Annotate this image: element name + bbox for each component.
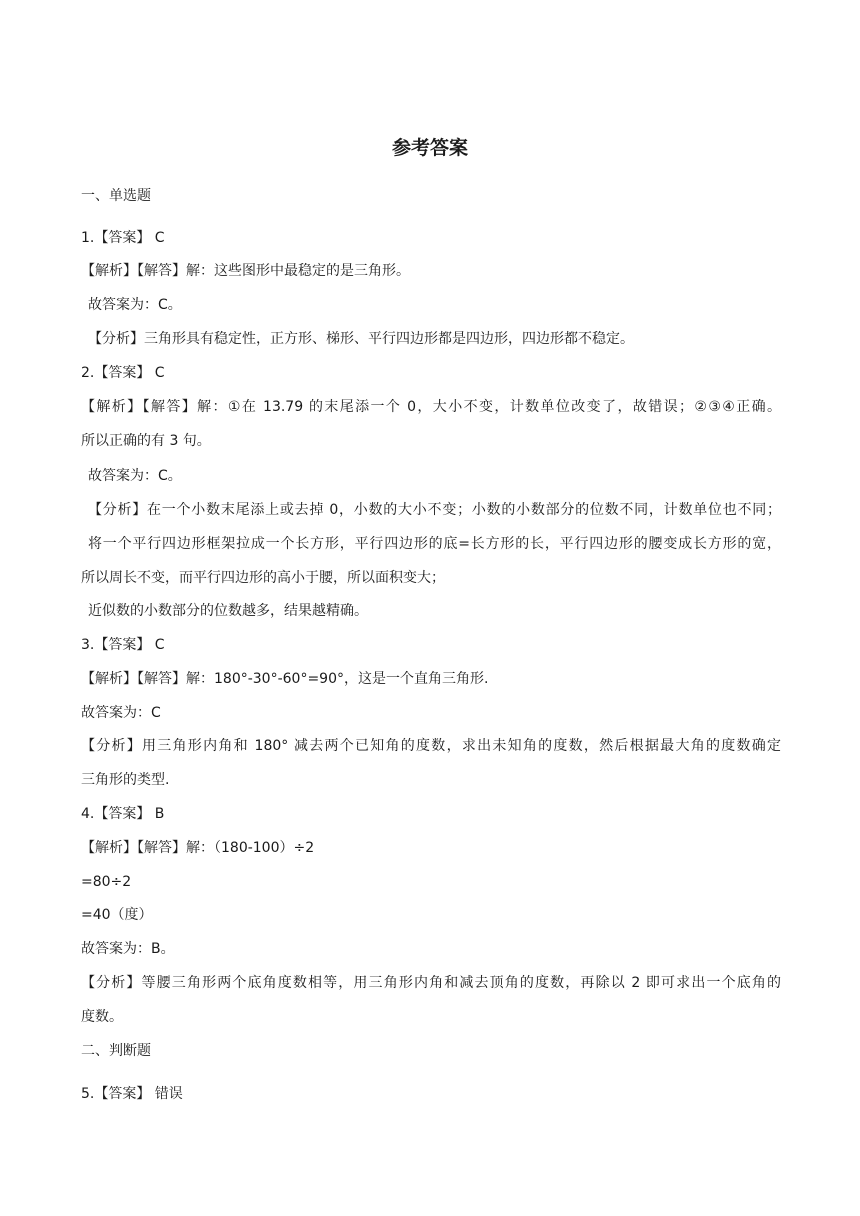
answer-3: 3.【答案】 C xyxy=(81,637,165,653)
explanation-1: 【解析】【解答】解：这些图形中最稳定的是三角形。 xyxy=(81,263,410,279)
analysis-4: 【分析】等腰三角形两个底角度数相等，用三角形内角和减去顶角的度数，再除以 2 即可求出一个底角的 xyxy=(81,975,781,991)
answer-5: 5.【答案】 错误 xyxy=(81,1086,183,1102)
answer-2: 2.【答案】 C xyxy=(81,365,165,381)
analysis-2: 【分析】在一个小数末尾添上或去掉 0，小数的大小不变；小数的小数部分的位数不同，计数单位也不同； xyxy=(88,502,781,518)
analysis-1: 【分析】三角形具有稳定性，正方形、梯形、平行四边形都是四边形，四边形都不稳定。 xyxy=(88,331,634,347)
explanation-2-cont: 所以正确的有 3 句。 xyxy=(81,433,211,449)
conclusion-4: 故答案为：B。 xyxy=(81,941,175,957)
conclusion-1: 故答案为：C。 xyxy=(88,297,182,313)
page-title: 参考答案 xyxy=(391,137,468,159)
conclusion-3: 故答案为：C xyxy=(81,705,161,721)
analysis-2-line2: 将一个平行四边形框架拉成一个长方形，平行四边形的底=长方形的长，平行四边形的腰变成长方形的宽， xyxy=(88,536,781,552)
section-heading-single-choice: 一、单选题 xyxy=(81,188,151,204)
answer-4: 4.【答案】 B xyxy=(81,806,165,822)
analysis-2-line4: 近似数的小数部分的位数越多，结果越精确。 xyxy=(88,603,368,619)
analysis-3: 【分析】用三角形内角和 180° 减去两个已知角的度数，求出未知角的度数，然后根据最大角的度数确定 xyxy=(81,738,781,754)
conclusion-2: 故答案为：C。 xyxy=(88,468,182,484)
answer-1: 1.【答案】 C xyxy=(81,230,165,246)
calc-step-1: =80÷2 xyxy=(81,874,132,890)
analysis-3-cont: 三角形的类型. xyxy=(81,772,170,788)
section-heading-true-false: 二、判断题 xyxy=(81,1043,151,1059)
explanation-2: 【解析】【解答】解：①在 13.79 的末尾添一个 0，大小不变，计数单位改变了，故错误；②③④正确。 xyxy=(81,399,781,415)
analysis-2-line3: 所以周长不变，而平行四边形的高小于腰，所以面积变大； xyxy=(81,570,445,586)
analysis-4-cont: 度数。 xyxy=(81,1009,123,1025)
explanation-3: 【解析】【解答】解：180°-30°-60°=90°，这是一个直角三角形. xyxy=(81,671,489,687)
calc-step-2: =40（度） xyxy=(81,907,153,923)
explanation-4: 【解析】【解答】解：（180-100）÷2 xyxy=(81,840,315,856)
